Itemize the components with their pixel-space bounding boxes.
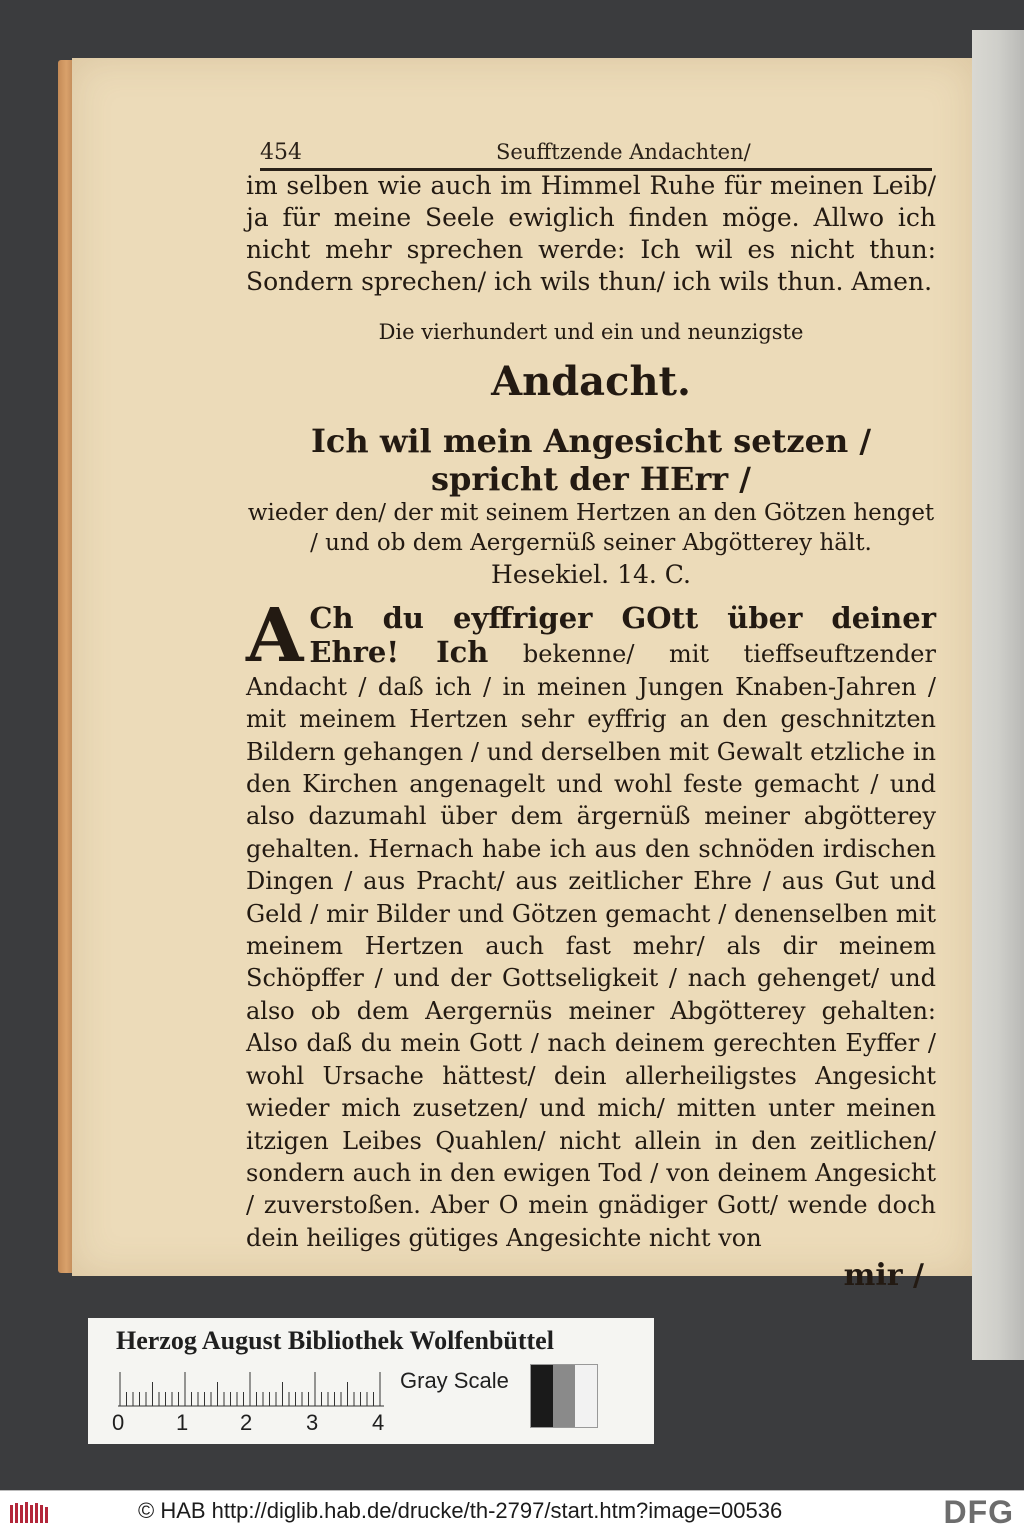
- page-number: 454: [260, 140, 302, 165]
- scale-ruler: [116, 1366, 386, 1410]
- footer-bar: [0, 1490, 1024, 1534]
- ruler-label-2: 2: [240, 1410, 253, 1435]
- body-text: [246, 593, 936, 1254]
- ruler-label-0: 0: [112, 1410, 125, 1435]
- body-first-line: Ch du eyffriger GOtt über deiner Ehre! Ich: [309, 601, 936, 670]
- gray-swatch-step: [531, 1365, 553, 1427]
- catchword: mir /: [843, 1258, 924, 1294]
- body-paragraph: bekenne/ mit tieffseuftzender Andacht / daß ich / in meinen Jungen Knaben-Jahren / mit meinem Hertzen sehr eyffrig an den geschnitzten Bildern gehangen / und derselben mit Gewalt etzliche in den Kirchen angenagelt und wohl feste gemacht / und also dazumahl über dem ärgernüß meiner abgötterey gehalten. Hernach habe ich aus den schnöden irdischen Dingen / aus Pracht/ aus zeitlicher Ehre / aus Gut und Geld / mir Bilder und Götzen gemacht / denenselben mit meinem Hertzen auch fast mehr/ als dir meinem Schöpffer / und der Gottseligkeit / nach gehenget/ und also ob dem Aergernüs meiner Abgötterey gehalten: Also daß du mein Gott / nach deinem gerechten Eyffer / wohl Ursache hättest/ dein allerheiligstes Angesicht wieder mich zusetzen/ und mich/ mitten unter meinen itzigen Leibes Quahlen/ nicht allein in den zeitlichen/ sondern auch in den ewigen Tod / von deinem Angesicht / zuverstoßen. Aber O mein gnädiger Gott/ wende doch dein heiliges gütiges Angesichte nicht von: [246, 640, 936, 1252]
- page-edge: [58, 60, 72, 1273]
- gray-scale-swatch: [530, 1364, 598, 1428]
- previous-section-text: im selben wie auch im Himmel Ruhe für meinen Leib/ ja für meine Seele ewiglich finden möge. Allwo ich nicht mehr sprechen werde: Ich wil es nicht thun: Sondern sprechen/ ich wils thun/ ich wils thun. Amen.: [246, 171, 936, 296]
- section-subheading: Die vierhundert und ein und neunzigste: [378, 320, 804, 344]
- gray-swatch-step: [553, 1365, 575, 1427]
- dfg-logo: DFG: [943, 1494, 1014, 1530]
- running-head: [260, 138, 932, 171]
- hab-logo-icon: [8, 1499, 50, 1527]
- ruler-label-4: 4: [372, 1410, 385, 1435]
- ruler-label-3: 3: [306, 1410, 319, 1435]
- copyright-url: © HAB http://diglib.hab.de/drucke/th-2797/start.htm?image=00536: [138, 1498, 783, 1523]
- reference-card: [88, 1318, 654, 1444]
- text-block: [246, 170, 936, 1292]
- motto-reference: Hesekiel. 14. C.: [491, 560, 691, 589]
- ruler-ticks: [116, 1366, 386, 1410]
- gray-swatch-step: [575, 1365, 597, 1427]
- bible-motto: [246, 422, 936, 592]
- library-title: Herzog August Bibliothek Wolfenbüttel: [116, 1326, 554, 1355]
- book-page: [72, 58, 972, 1294]
- ruler-label-1: 1: [176, 1410, 189, 1435]
- motto-line-2: wieder den/ der mit seinem Hertzen an den Götzen henget / und ob dem Aergernüß seiner Abgötterey hält.: [247, 500, 935, 556]
- section-heading: Andacht.: [491, 358, 691, 405]
- running-head-title: Seufftzende Andachten/: [496, 140, 751, 164]
- drop-cap: A: [246, 593, 304, 679]
- gray-scale-label: Gray Scale: [400, 1368, 509, 1393]
- motto-line-1: Ich wil mein Angesicht setzen / spricht der HErr /: [310, 422, 872, 498]
- adjacent-page: [972, 30, 1024, 1360]
